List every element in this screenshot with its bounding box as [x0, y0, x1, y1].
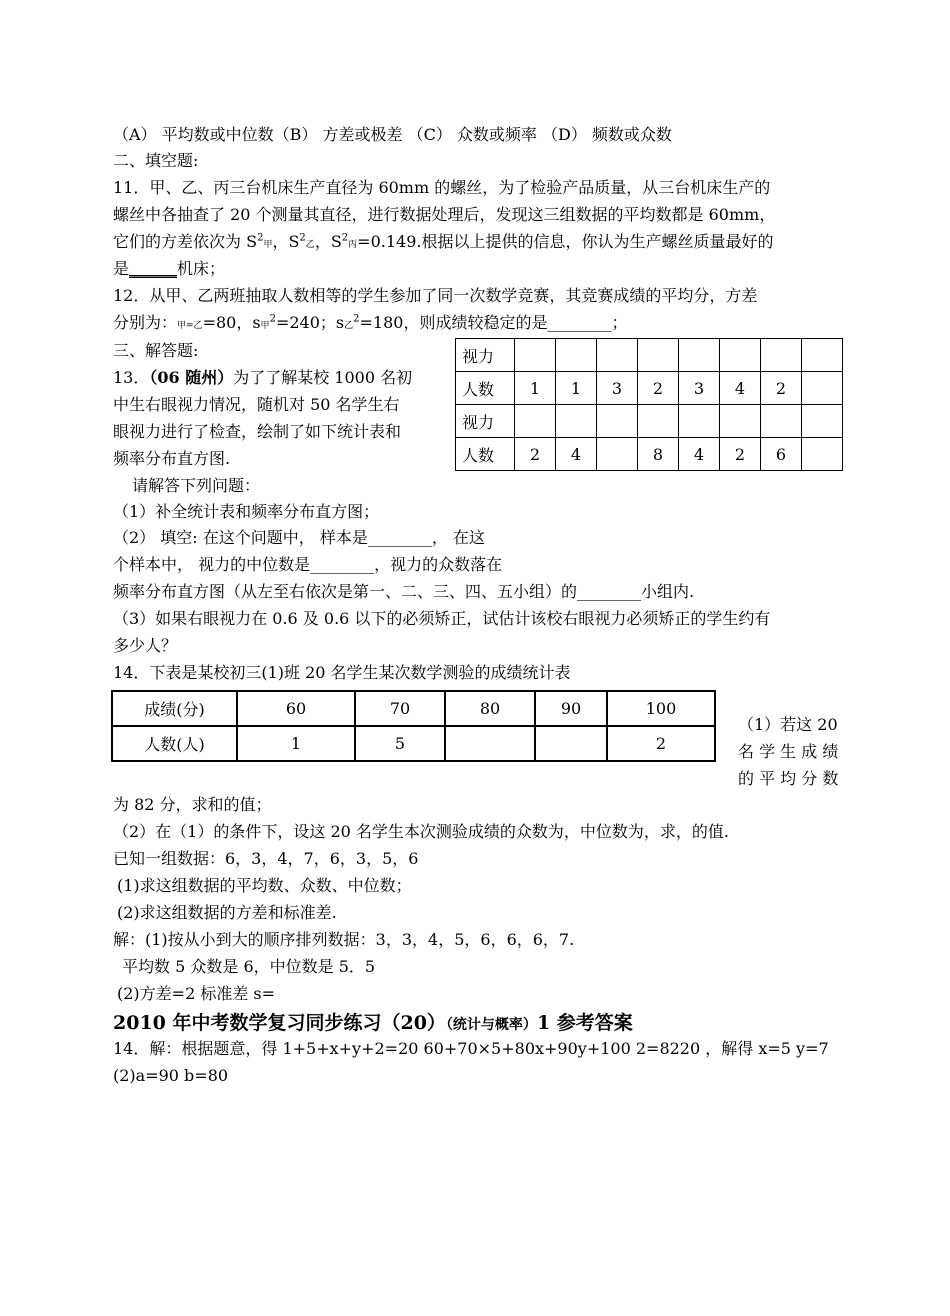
- table-cell: 60: [237, 691, 355, 726]
- table-cell: 人数: [456, 438, 515, 471]
- table-row: [112, 726, 715, 761]
- q11-text: ，S: [314, 232, 342, 251]
- table-cell: [445, 726, 535, 761]
- table-cell: 成绩(分): [112, 691, 237, 726]
- superscript: 2: [299, 232, 306, 244]
- q14-side-text-2: 名 学 生 成 绩: [738, 742, 839, 761]
- table-cell: 2: [761, 372, 802, 405]
- table-cell: 2: [607, 726, 715, 761]
- table-cell: [597, 438, 638, 471]
- q13-line-3: 眼视力进行了检查，绘制了如下统计表和: [113, 422, 402, 441]
- table-cell: [761, 405, 802, 438]
- superscript: 2: [269, 313, 276, 325]
- table-row: [456, 339, 843, 372]
- q12-line-2: [113, 310, 627, 339]
- q11-text: 它们的方差依次为 S: [113, 232, 258, 251]
- table-cell: 90: [535, 691, 607, 726]
- q12-text: 分别为：: [113, 313, 178, 332]
- table-cell: 人数(人): [112, 726, 237, 761]
- q13-line-9: 频率分布直方图（从左至右依次是第一、二、三、四、五小组）的________小组内.: [113, 582, 695, 601]
- q11-line-2: 螺丝中各抽查了 20 个测量其直径，进行数据处理后，发现这三组数据的平均数都是 60mm，: [113, 205, 776, 224]
- q14-line-1: 14．下表是某校初三(1)班 20 名学生某次数学测验的成绩统计表: [113, 663, 571, 682]
- table-cell: 视力: [456, 405, 515, 438]
- superscript: 2: [257, 232, 264, 244]
- superscript: 2: [341, 232, 349, 244]
- q11-text: ，S: [272, 232, 300, 251]
- q14-line-2: 为 82 分，求和的值；: [113, 795, 272, 814]
- table-cell: [535, 726, 607, 761]
- title-main: 2010 年中考数学复习同步练习（20）: [113, 1012, 446, 1034]
- table-cell: [597, 405, 638, 438]
- section-solve-heading: 三、解答题:: [113, 341, 199, 360]
- subscript: 甲: [260, 321, 270, 331]
- table-cell: 4: [720, 372, 761, 405]
- table-row: [456, 438, 843, 471]
- table-cell: [556, 339, 597, 372]
- q13-line-4: 频率分布直方图.: [113, 449, 231, 468]
- table-row: [456, 372, 843, 405]
- table-cell: 1: [237, 726, 355, 761]
- superscript: 2: [353, 313, 360, 325]
- score-table: [111, 690, 716, 762]
- table-cell: [556, 405, 597, 438]
- q11-line-4: [113, 256, 225, 282]
- q14-side-text-1: （1）若这 20: [738, 715, 838, 734]
- q13-text: 13．: [113, 368, 150, 387]
- table-cell: [802, 405, 843, 438]
- q11-text: 机床；: [177, 259, 226, 278]
- data-problem-line-3: (2)求这组数据的方差和标准差.: [117, 903, 337, 922]
- table-cell: [802, 438, 843, 471]
- table-cell: 100: [607, 691, 715, 726]
- answer-line-2: (2)a=90 b=80: [113, 1066, 229, 1085]
- q13-source: （06 随州）: [149, 368, 234, 387]
- table-cell: 6: [761, 438, 802, 471]
- q12-text: =80，s: [202, 313, 261, 332]
- subscript: 甲=乙: [177, 321, 203, 331]
- q11-text: 是: [113, 259, 130, 278]
- table-cell: 3: [597, 372, 638, 405]
- subscript: 甲: [263, 240, 273, 250]
- q13-line-6: （1）补全统计表和频率分布直方图；: [113, 502, 380, 521]
- answer-blank: ______: [129, 259, 178, 278]
- q14-line-3: （2）在（1）的条件下，设这 20 名学生本次测验成绩的众数为，中位数为，求，的值.: [113, 822, 729, 841]
- q11-text: =0.149.根据以上提供的信息，你认为生产螺丝质量最好的: [357, 232, 774, 251]
- table-cell: [515, 405, 556, 438]
- answer-line-1: 14．解：根据题意，得 1+5+x+y+2=20 60+70×5+80x+90y+100 2=8220 ，解得 x=5 y=7: [113, 1039, 829, 1058]
- title-tail: 1 参考答案: [536, 1012, 633, 1034]
- q11-line-3: [113, 229, 773, 258]
- table-cell: [720, 339, 761, 372]
- table-cell: [720, 405, 761, 438]
- answer-key-title: [113, 1008, 633, 1035]
- solution-line-1: 解：(1)按从小到大的顺序排列数据：3，3，4，5，6，6，6，7.: [113, 930, 575, 949]
- q13-line-1: [113, 365, 412, 391]
- table-cell: 4: [556, 438, 597, 471]
- subscript: 乙: [305, 240, 315, 250]
- data-problem-line-1: 已知一组数据：6，3，4，7，6，3，5，6: [113, 849, 419, 868]
- q13-line-10: （3）如果右眼视力在 0.6 及 0.6 以下的必须矫正，试估计该校右眼视力必须矫正的学生约有: [113, 609, 771, 628]
- data-problem-line-2: (1)求这组数据的平均数、众数、中位数；: [117, 876, 412, 895]
- table-cell: [679, 405, 720, 438]
- q13-line-7: （2） 填空: 在这个问题中， 样本是________， 在这: [113, 528, 485, 547]
- table-cell: 3: [679, 372, 720, 405]
- q14-side-text-3: 的 平 均 分 数: [738, 769, 839, 788]
- q13-text: 为了了解某校 1000 名初: [233, 368, 413, 387]
- table-cell: 2: [515, 438, 556, 471]
- q11-line-1: 11．甲、乙、丙三台机床生产直径为 60mm 的螺丝，为了检验产品质量，从三台机床生产的: [113, 178, 771, 197]
- table-cell: 1: [515, 372, 556, 405]
- q13-line-5: 请解答下列问题：: [132, 476, 261, 495]
- table-row: [112, 691, 715, 726]
- q12-text: =240；s: [275, 313, 345, 332]
- table-cell: 80: [445, 691, 535, 726]
- table-cell: 8: [638, 438, 679, 471]
- q13-line-2: 中生右眼视力情况，随机对 50 名学生右: [113, 395, 400, 414]
- table-cell: [638, 405, 679, 438]
- table-cell: [638, 339, 679, 372]
- subscript: 丙: [348, 240, 358, 250]
- vision-table: [455, 338, 843, 471]
- table-cell: 人数: [456, 372, 515, 405]
- title-topic: （统计与概率）: [445, 1017, 537, 1033]
- table-cell: 1: [556, 372, 597, 405]
- q13-line-8: 个样本中， 视力的中位数是________，视力的众数落在: [113, 555, 503, 574]
- table-cell: [679, 339, 720, 372]
- table-cell: 视力: [456, 339, 515, 372]
- table-cell: [597, 339, 638, 372]
- subscript: 乙: [344, 321, 354, 331]
- table-cell: [761, 339, 802, 372]
- table-cell: 70: [355, 691, 445, 726]
- table-cell: [515, 339, 556, 372]
- q13-line-11: 多少人？: [113, 636, 178, 655]
- table-row: [456, 405, 843, 438]
- table-cell: 5: [355, 726, 445, 761]
- table-cell: 2: [638, 372, 679, 405]
- solution-line-3: (2)方差=2 标准差 s=: [117, 984, 276, 1003]
- table-cell: 2: [720, 438, 761, 471]
- solution-line-2: 平均数 5 众数是 6，中位数是 5．5: [122, 957, 376, 976]
- choices-line: （A） 平均数或中位数（B） 方差或极差 （C） 众数或频率 （D） 频数或众数: [113, 125, 672, 144]
- table-cell: [802, 372, 843, 405]
- table-cell: [802, 339, 843, 372]
- table-cell: 4: [679, 438, 720, 471]
- q12-text: =180，则成绩较稳定的是________；: [359, 313, 628, 332]
- q12-line-1: 12．从甲、乙两班抽取人数相等的学生参加了同一次数学竞赛，其竞赛成绩的平均分，方差: [113, 286, 758, 305]
- section-fill-in-heading: 二、填空题:: [113, 151, 199, 170]
